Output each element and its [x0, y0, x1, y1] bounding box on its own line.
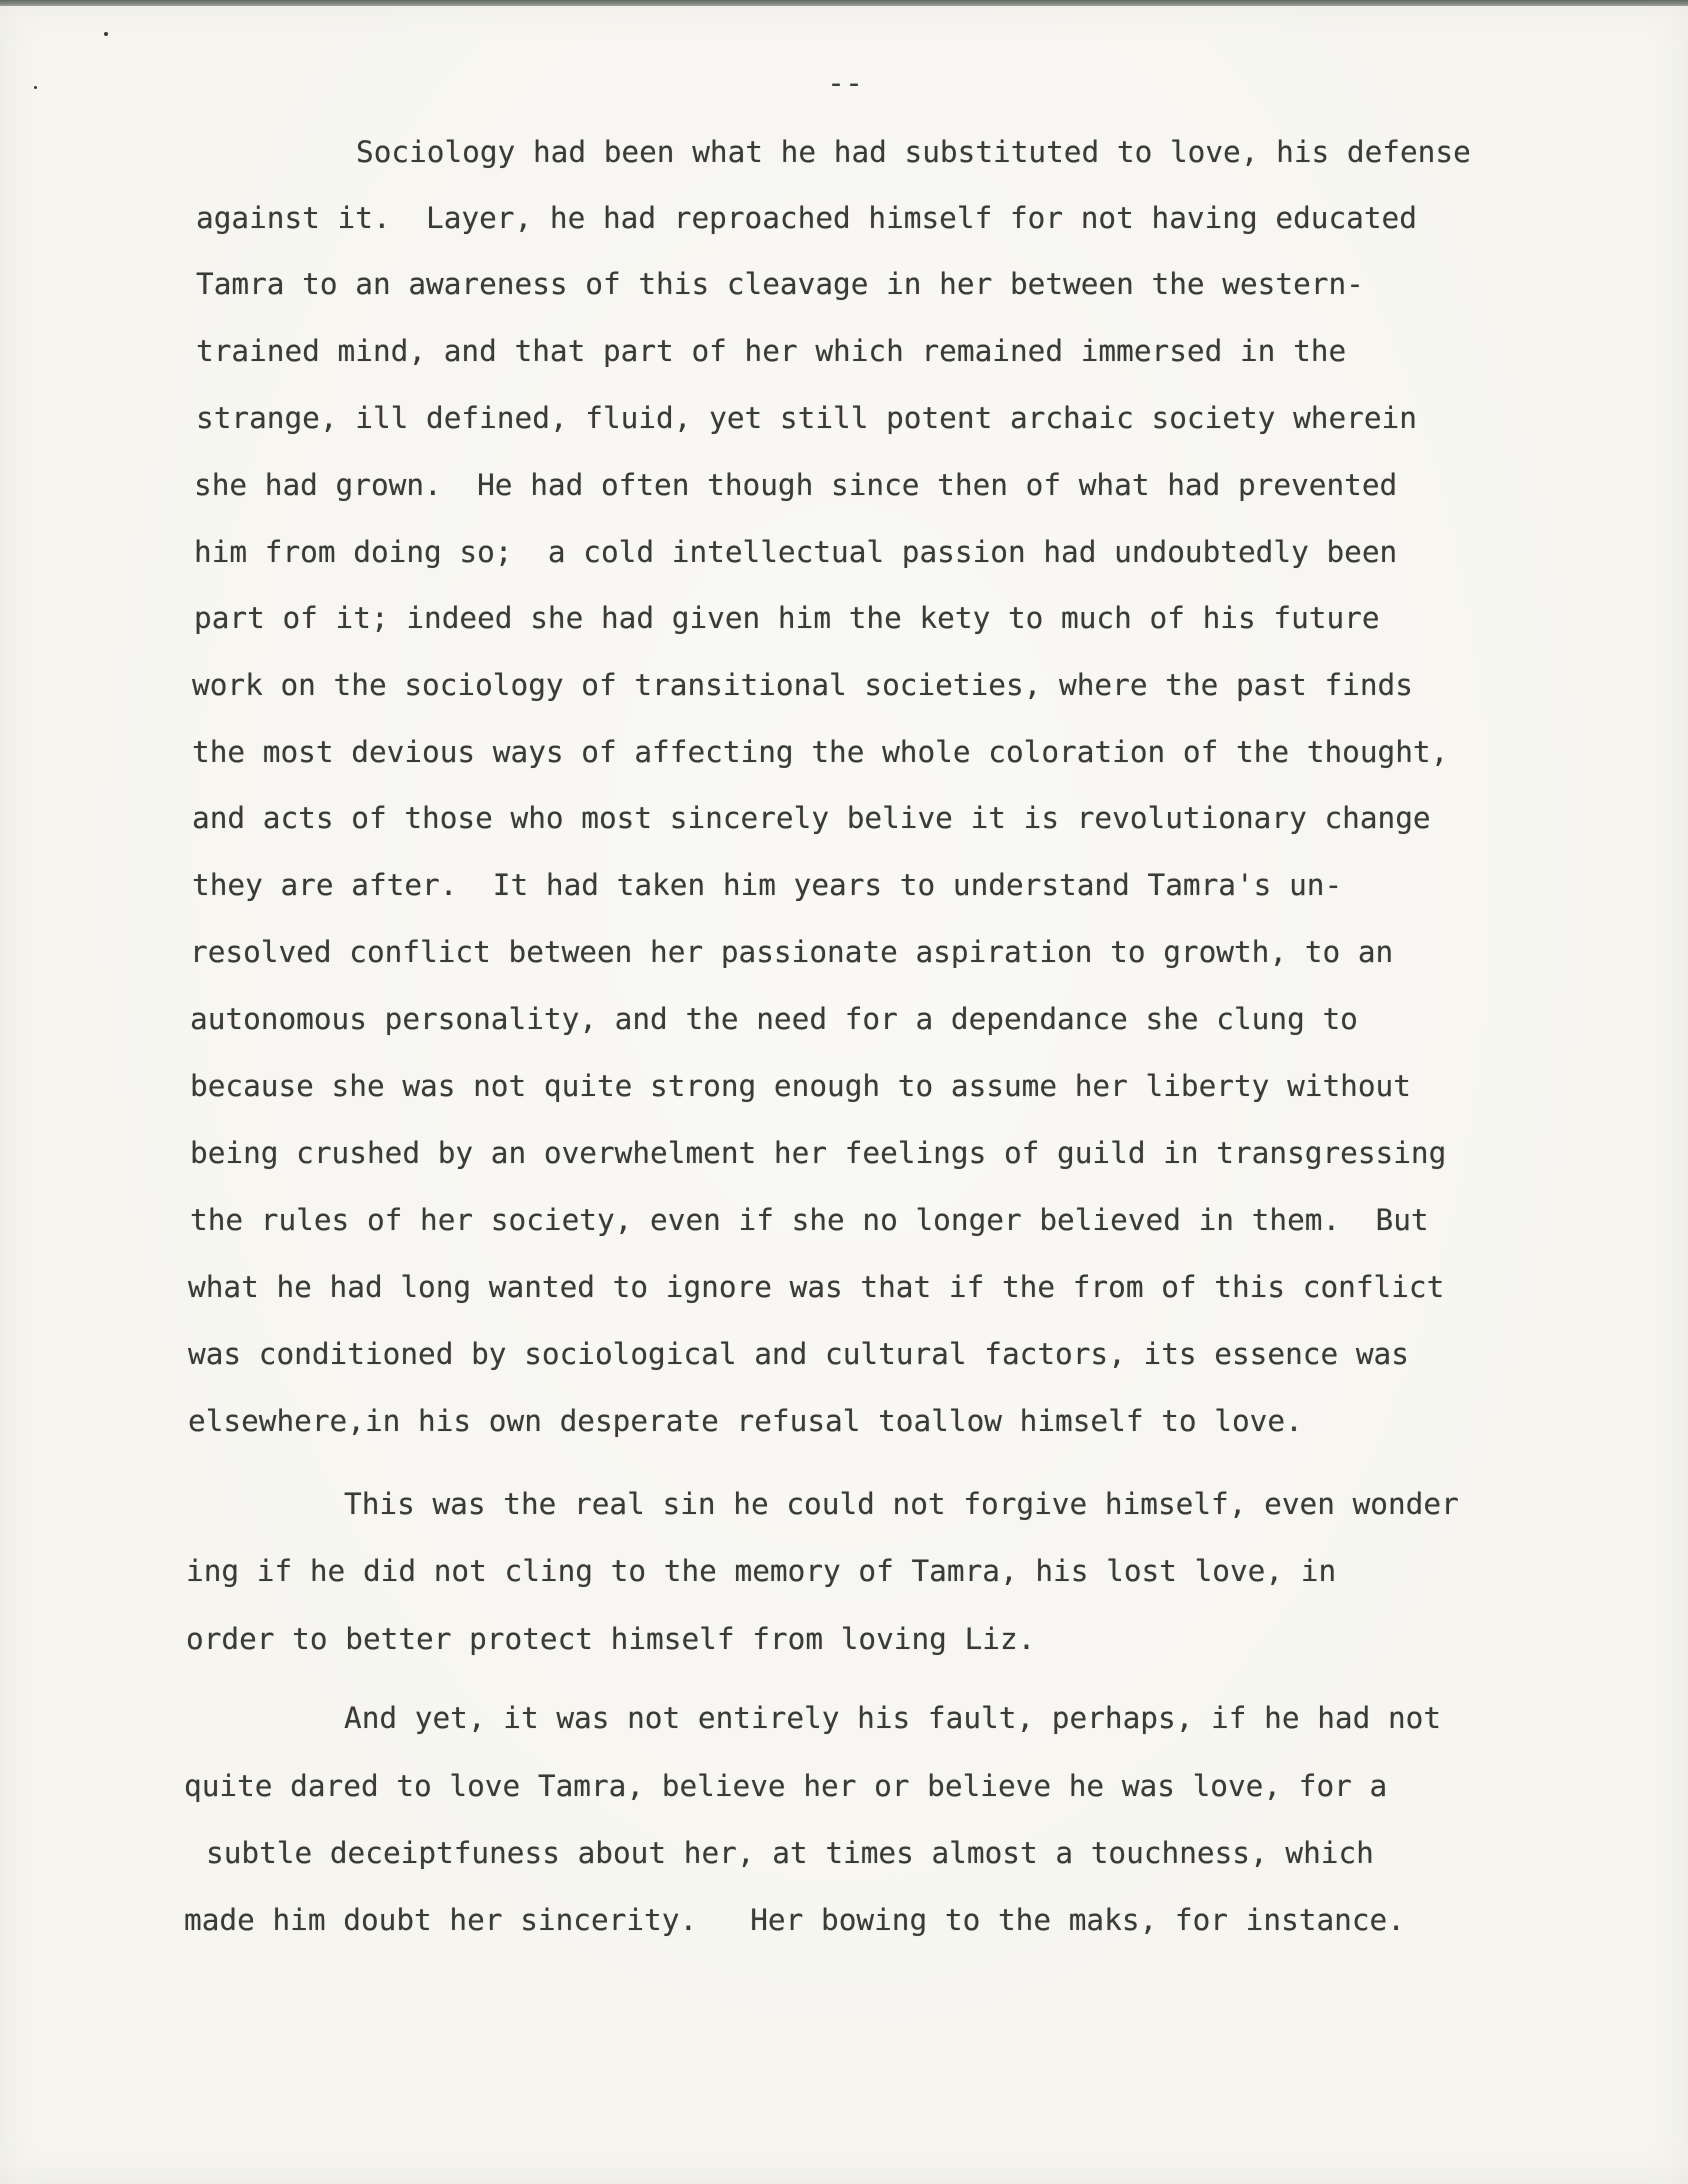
- text-line: and acts of those who most sincerely belive it is revolutionary change: [192, 801, 1431, 835]
- text-line: they are after. It had taken him years to understand Tamra's un-: [192, 868, 1343, 902]
- text-line: strange, ill defined, fluid, yet still potent archaic society wherein: [196, 401, 1417, 435]
- text-line: she had grown. He had often though since then of what had prevented: [194, 468, 1398, 502]
- page-top-edge: [0, 0, 1688, 6]
- text-line: against it. Layer, he had reproached himself for not having educated: [196, 201, 1417, 235]
- page-number: --: [826, 66, 864, 101]
- text-line: the most devious ways of affecting the whole coloration of the thought,: [192, 735, 1449, 769]
- text-line: ing if he did not cling to the memory of Tamra, his lost love, in: [186, 1554, 1337, 1588]
- ink-speck: [104, 32, 108, 36]
- text-line: resolved conflict between her passionate aspiration to growth, to an: [190, 935, 1394, 969]
- text-line: Sociology had been what he had substituted to love, his defense: [356, 135, 1471, 169]
- text-line: the rules of her society, even if she no longer believed in them. But: [190, 1203, 1429, 1237]
- text-line: autonomous personality, and the need for a dependance she clung to: [190, 1002, 1358, 1036]
- text-line: him from doing so; a cold intellectual passion had undoubtedly been: [194, 535, 1398, 569]
- text-line: And yet, it was not entirely his fault, perhaps, if he had not: [344, 1701, 1442, 1735]
- text-line: quite dared to love Tamra, believe her or believe he was love, for a: [184, 1769, 1388, 1803]
- text-line: being crushed by an overwhelment her feelings of guild in transgressing: [190, 1136, 1447, 1170]
- text-line: part of it; indeed she had given him the kety to much of his future: [194, 601, 1380, 635]
- text-line: subtle deceiptfuness about her, at times almost a touchness, which: [206, 1836, 1374, 1870]
- ink-speck: [34, 86, 37, 89]
- text-line: made him doubt her sincerity. Her bowing to the maks, for instance.: [184, 1903, 1405, 1937]
- text-line: trained mind, and that part of her which remained immersed in the: [196, 334, 1347, 368]
- text-line: what he had long wanted to ignore was that if the from of this conflict: [188, 1270, 1445, 1304]
- text-line: because she was not quite strong enough to assume her liberty without: [190, 1069, 1411, 1103]
- text-line: was conditioned by sociological and cultural factors, its essence was: [188, 1337, 1409, 1371]
- text-line: Tamra to an awareness of this cleavage in her between the western-: [196, 267, 1364, 301]
- text-line: order to better protect himself from loving Liz.: [186, 1622, 1036, 1656]
- text-line: elsewhere,in his own desperate refusal toallow himself to love.: [188, 1404, 1303, 1438]
- text-line: This was the real sin he could not forgive himself, even wonder: [344, 1487, 1459, 1521]
- text-line: work on the sociology of transitional societies, where the past finds: [192, 668, 1413, 702]
